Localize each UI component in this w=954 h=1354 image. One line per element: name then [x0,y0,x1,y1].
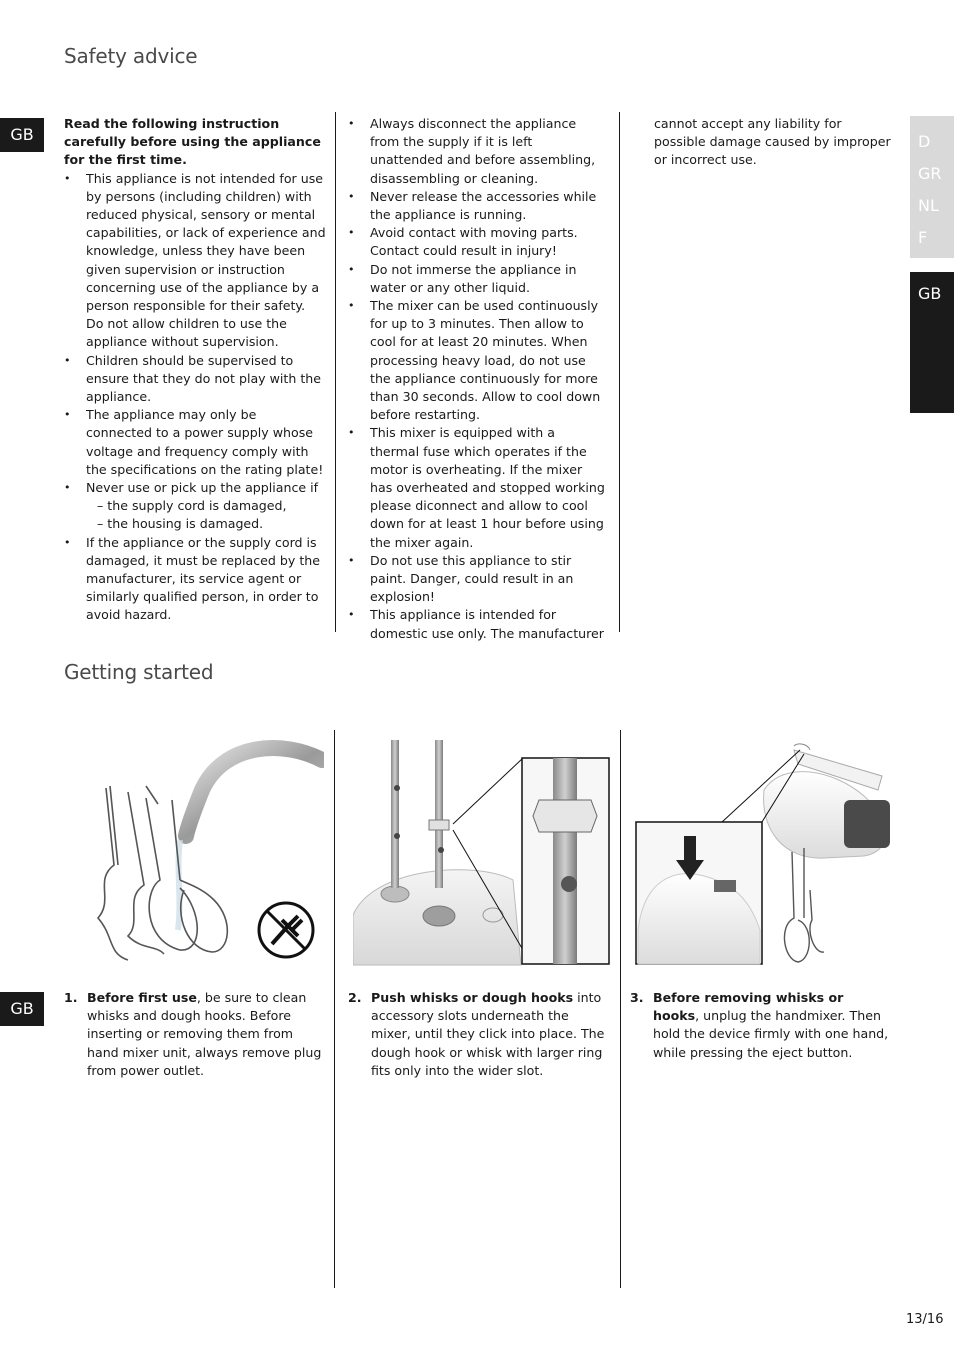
list-item: • Never use or pick up the appliance if – the supply cord is damaged, – the housing is damaged. [64,479,326,534]
insert-hooks-illustration [353,740,611,968]
safety-list-1 [64,170,326,625]
sub-item: – the supply cord is damaged, [97,498,287,514]
list-item: • This mixer is equipped with a thermal fuse which operates if the motor is overheating. If the mixer has overheated and stopped working please diconnect and allow to cool down for at least 1 hour before using the mixer again. [348,425,605,550]
column-divider [619,112,620,632]
step-3: 3. Before removing whisks or hooks, unplug the handmixer. Then hold the device firmly with one hand, while pressing the eject button. [630,990,889,1060]
column-divider [620,730,621,1288]
language-tab-gb-active[interactable]: GB [910,272,954,413]
eject-illustration [634,740,896,968]
column-divider [335,112,336,632]
no-plug-icon [259,903,313,957]
lang-tag-gb-bottom: GB [0,992,44,1026]
page-number: 13/16 [906,1312,944,1327]
language-tab-d[interactable]: D [918,132,931,151]
step-1: 1. Before first use, be sure to clean whisks and dough hooks. Before inserting or removing them from hand mixer unit, always remove plug from power outlet. [64,990,322,1078]
list-item: • Always disconnect the appliance from the supply if it is left unattended and before assembling, disassembling or cleaning. [348,116,596,186]
list-item: • This appliance is not intended for use by persons (including children) with reduced physical, sensory or mental capabilities, or lack of experience and knowledge, unless they have been given supervision or instruction concerning use of the appliance by a person responsible for their safety. Do not allow children to use the appliance without supervision. [64,170,326,350]
list-item: • Do not use this appliance to stir paint. Danger, could result in an explosion! [348,552,574,605]
language-tab-nl[interactable]: NL [918,196,939,215]
safety-column-1 [64,115,326,625]
list-item: • This appliance is intended for domestic use only. The manufacturer [348,607,604,641]
safety-column-3 [654,115,894,170]
list-item: • The mixer can be used continuously for up to 3 minutes. Then allow to cool for at least 20 minutes. When processing heavy load, do not use the appliance continuously for more than 30 seconds. Allow to cool down before restarting. [348,298,601,423]
safety-column-2 [348,115,608,643]
language-tabs [910,116,954,258]
list-item: • If the appliance or the supply cord is damaged, it must be replaced by the manufacturer, its service agent or similarly qualified person, in order to avoid hazard. [64,534,321,623]
getting-started-title: Getting started [64,660,214,684]
safety-intro: Read the following instruction carefully before using the appliance for the first time. [64,116,321,168]
language-tab-f[interactable]: F [918,228,928,247]
safety-list-2 [348,115,608,643]
list-item: • Avoid contact with moving parts. Contact could result in injury! [348,225,578,259]
safety-title: Safety advice [64,44,198,68]
list-item: • The appliance may only be connected to a power supply whose voltage and frequency comply with the specifications on the rating plate! [64,407,324,477]
step-2: 2. Push whisks or dough hooks into accessory slots underneath the mixer, until they click into place. The dough hook or whisk with larger ring fits only into the wider slot. [348,990,605,1078]
list-item: • Children should be supervised to ensure that they do not play with the appliance. [64,352,322,405]
safety-continuation: cannot accept any liability for possible damage caused by improper or incorrect use. [654,116,891,168]
cleaning-illustration [84,740,324,968]
list-item: • Never release the accessories while the appliance is running. [348,188,597,223]
sub-item: – the housing is damaged. [97,516,264,532]
column-divider [334,730,335,1288]
language-tab-gr[interactable]: GR [918,164,942,183]
lang-tag-gb-top: GB [0,118,44,152]
list-item: • Do not immerse the appliance in water or any other liquid. [348,261,577,295]
